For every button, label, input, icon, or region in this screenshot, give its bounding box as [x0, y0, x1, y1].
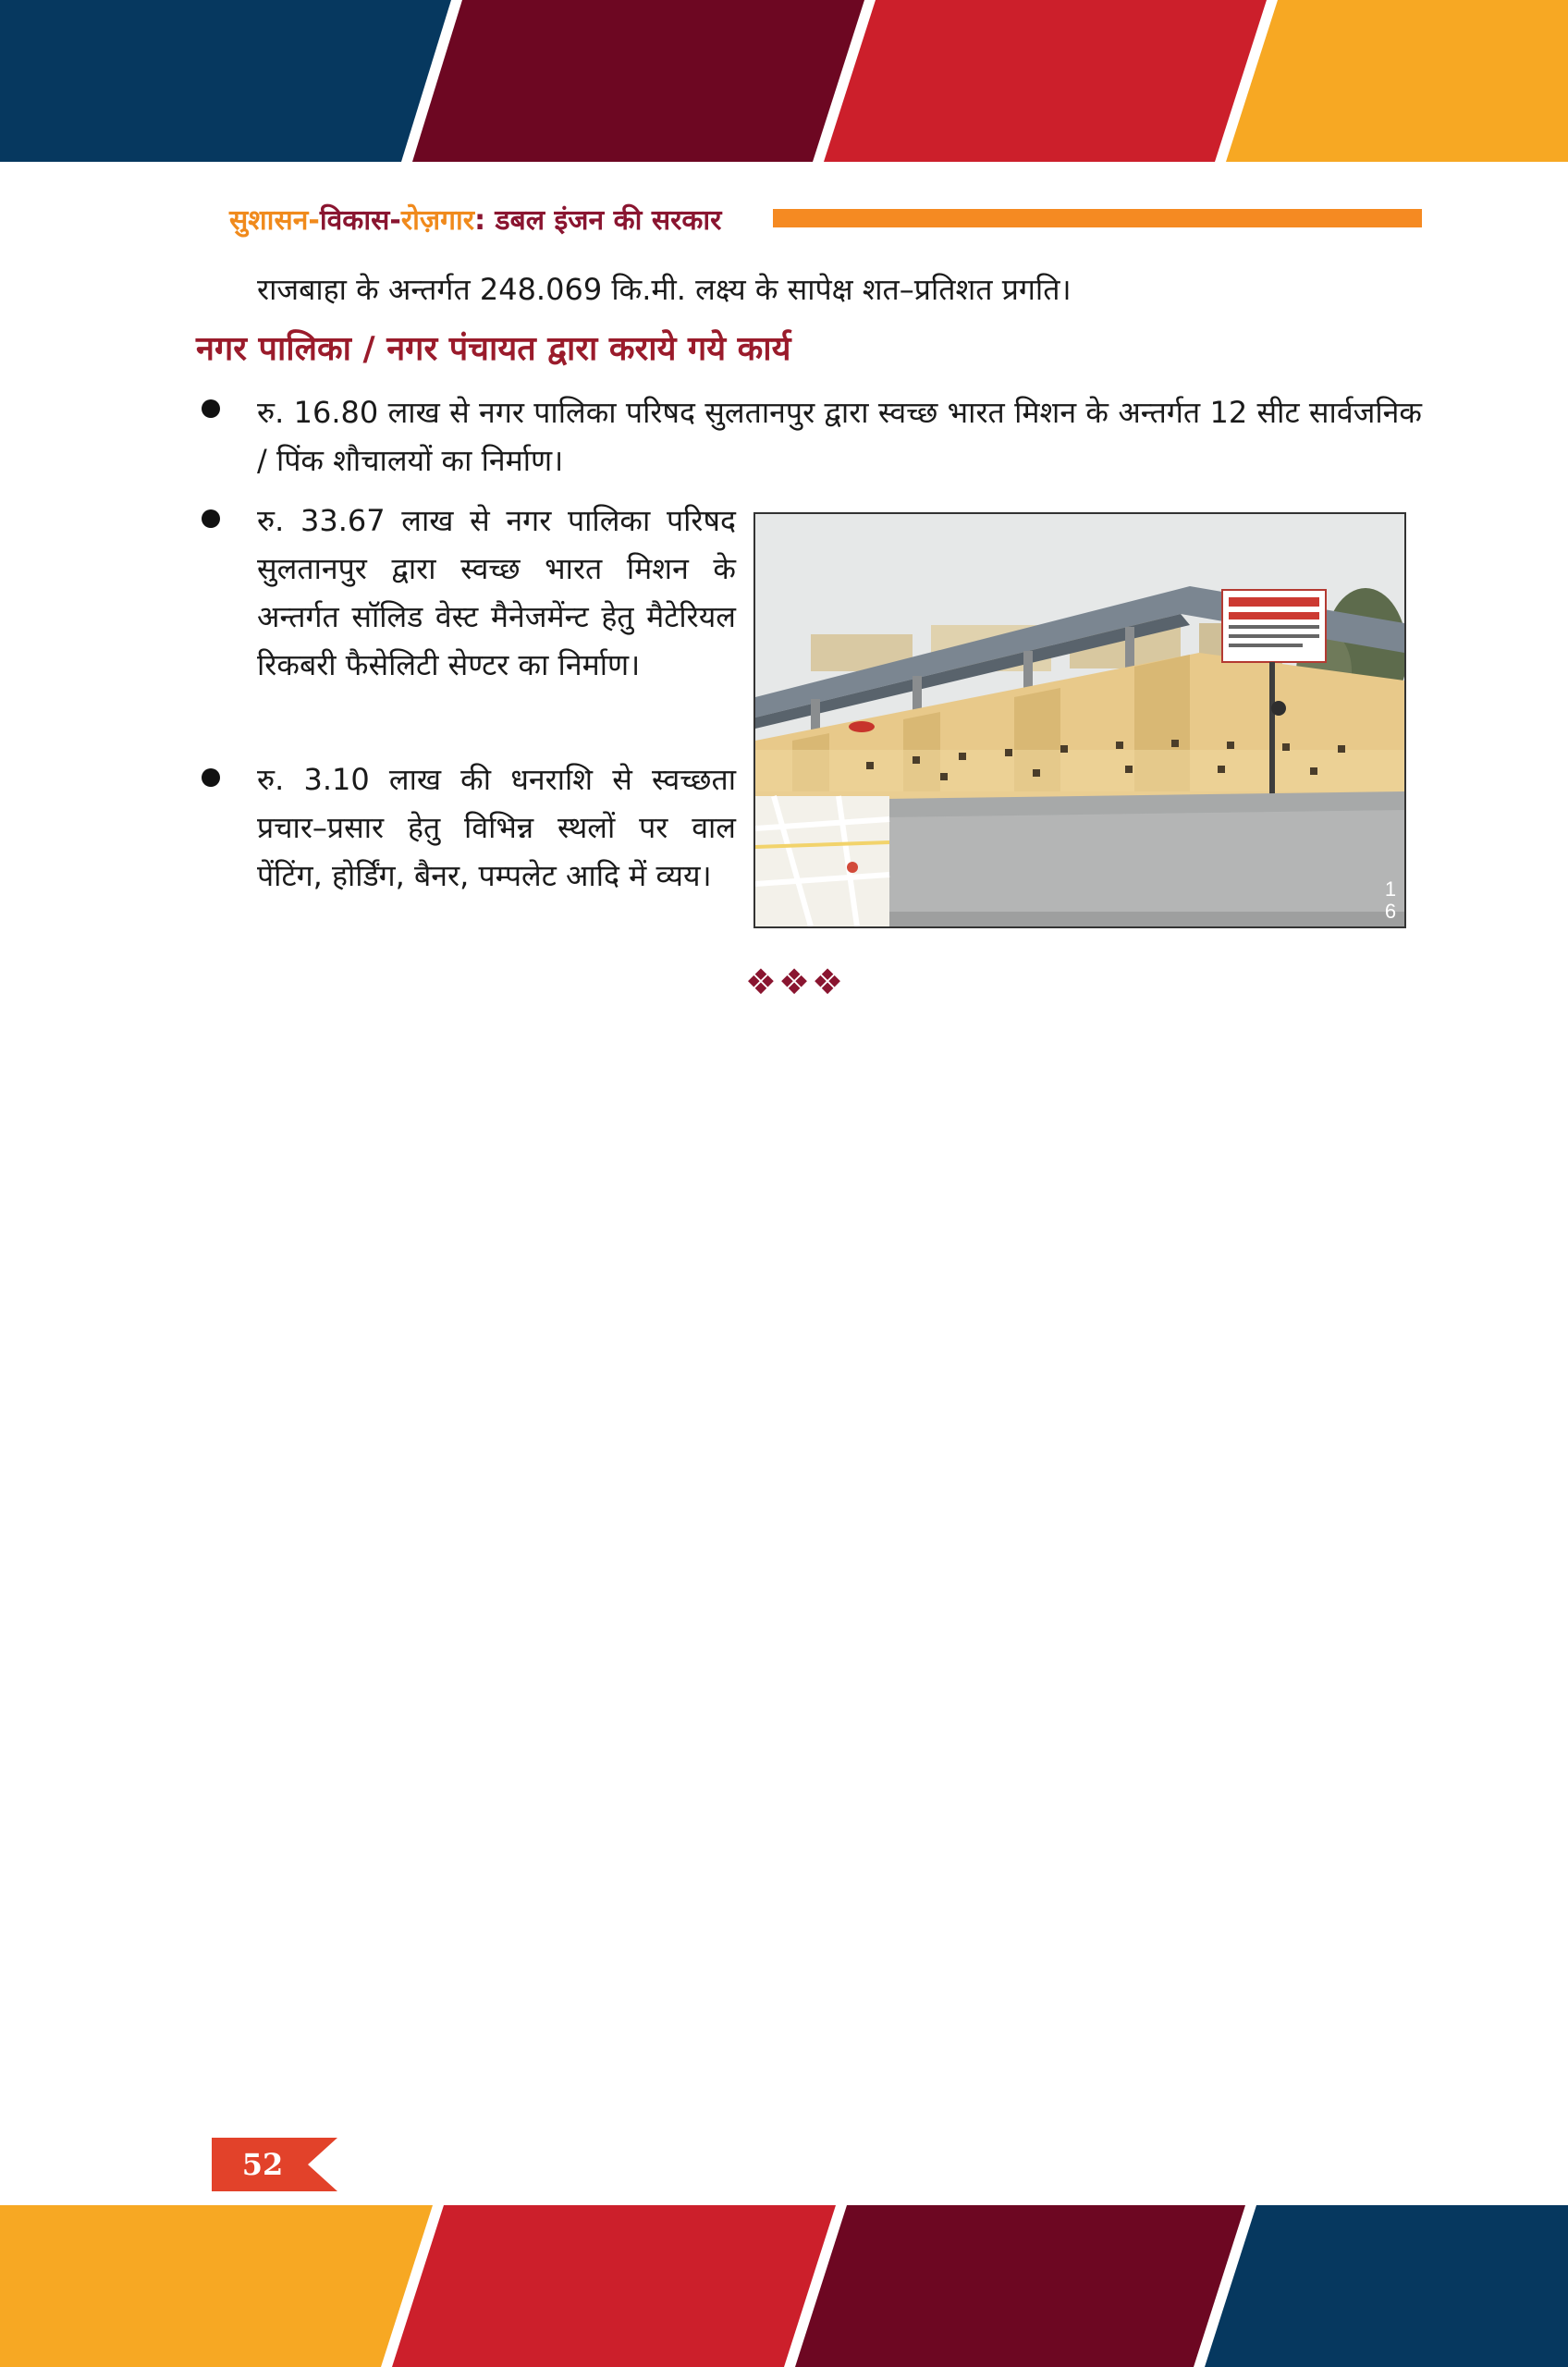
bullet-item-toilets: रु. 16.80 लाख से नगर पालिका परिषद सुलतानपुर द्वारा स्वच्छ भारत मिशन के अन्तर्गत 12 सीट सार्वजनिक / पिंक शौचालयों का निर्माण। [257, 395, 1422, 478]
photo-corner-label: 1 6 [1384, 877, 1397, 923]
header-segment-sushasan: सुशासन- [229, 203, 320, 237]
section-heading: नगर पालिका / नगर पंचायत द्वारा कराये गये कार्य [196, 330, 791, 368]
page-number-tab [212, 2138, 337, 2191]
top-decorative-band [0, 0, 1568, 162]
header-segment-vikas: विकास- [319, 203, 401, 237]
bullet-dot [202, 509, 220, 528]
bullet-item-publicity: रु. 3.10 लाख की धनराशि से स्वच्छता प्रचार–प्रसार हेतु विभिन्न स्थलों पर वाल पेंटिंग, होर्डिंग, बैनर, पम्पलेट आदि में व्यय। [257, 762, 736, 893]
header-segment-double-engine: : डबल इंजन की सरकार [474, 203, 722, 237]
bottom-decorative-band [0, 2205, 1568, 2367]
running-header [229, 197, 721, 239]
facility-photo [753, 512, 1406, 928]
end-ornament: ❖❖❖ [744, 962, 846, 1002]
bullet-item-recovery-center: रु. 33.67 लाख से नगर पालिका परिषद सुलतानपुर द्वारा स्वच्छ भारत मिशन के अन्तर्गत सॉलिड वेस्ट मैनेजमेंन्ट हेतु मैटेरियल रिकबरी फैसेलिटी सेण्टर का निर्माण। [257, 503, 736, 682]
bullet-dot [202, 768, 220, 787]
page-number: 52 [241, 2147, 284, 2182]
bullet-dot [202, 399, 220, 418]
header-rule [773, 209, 1422, 227]
header-segment-rozgar: रोज़गार [400, 203, 475, 237]
intro-line: राजबाहा के अन्तर्गत 248.069 कि.मी. लक्ष्य के सापेक्ष शत–प्रतिशत प्रगति। [257, 272, 1072, 307]
